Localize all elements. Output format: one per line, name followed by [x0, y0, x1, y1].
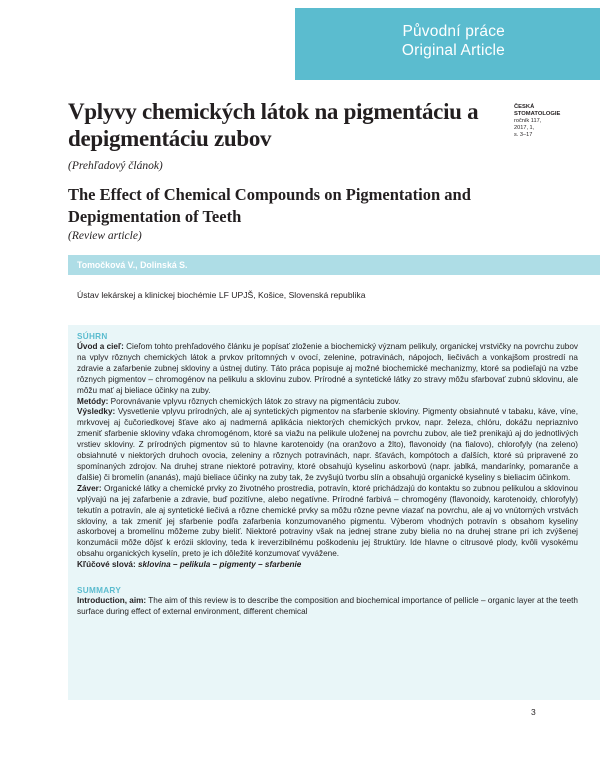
- intro-label-sk: Úvod a cieľ:: [77, 342, 124, 351]
- authors-bar: Tomočková V., Dolinská S.: [68, 255, 600, 275]
- abstract-keywords-sk: [77, 560, 578, 571]
- conclusion-text-sk: Organické látky a chemické prvky zo životného prostredia, potravín, ktoré prichádzajú do kontaktu so zubnou pelikulou a sklovinou vplývajú na jej zafarbenie a zdravie, buď pozitívne, alebo negatívne. Prírodné farbivá – chromogény (flavonoidy, karotenoidy, chlorofyly) tekutín a potravín, ale aj syntetické liečivá a rôzne chemické prvky sa môžu rôzne pevne viazať na povrchu, ale aj vo vnútorných vrstvách skloviny, a tak zmeniť jej sfarbenie podľa zafarbenia konzumovaného pigmentu. Výberom vhodných potravín s obsahom kyseliny askorbovej a bromelínu môžeme zuby bieliť. Niektoré potraviny však na jednej strane zuby bielia no na druhej strane pri ich zvýšenej konzumácii môže dôjsť k erózii skloviny, teda k ireverzibilnému poškodeniu jej štruktúry. Ide hlavne o citrusové plody, kvôli vysokému obsahu organických kyselín, preto je ich dôležité konzumovať vyvážene.: [77, 483, 578, 559]
- intro-text-sk: Cieľom tohto prehľadového článku je popísať zloženie a biochemický význam pelikuly, organickej vrstvičky na povrchu zubov na vplyv rôznych chemických látok a prvkov prítomných v ovocí, zelenine, potravinách, nápojoch, liečivách a vonkajšom prostredí na zdravie a zafarbenie zubnej skloviny a ústnej dutiny. Táto práca popisuje aj možné biochemické mechanizmy, ktoré sa podieľajú na vzbe rôznych pigmentov – chromogénov na pelikulu a sklovinu zubov. Prírodné a syntetické látky zo stravy môžu sfarbovať zubnú sklovinu, ale môžu mať aj bieliace účinky na zuby.: [77, 342, 578, 395]
- methods-label-sk: Metódy:: [77, 396, 109, 406]
- abstract-intro-en: [77, 596, 578, 618]
- keywords-text-sk: sklovina – pelikula – pigmenty – sfarbenie: [135, 560, 302, 570]
- results-label-sk: Výsledky:: [77, 407, 116, 417]
- abstract-box: [68, 325, 600, 700]
- keywords-label-sk: Kľúčové slová:: [77, 560, 136, 570]
- journal-info: [514, 104, 594, 139]
- abstract-heading-sk: SÚHRN: [77, 332, 108, 341]
- journal-volume: ročník 117,: [514, 118, 542, 124]
- methods-text-sk: Porovnávanie vplyvu rôznych chemických látok zo stravy na pigmentáciu zubov.: [108, 396, 401, 406]
- article-type-banner: [295, 8, 600, 80]
- page-number: 3: [531, 707, 536, 717]
- abstract-methods-sk: [77, 397, 578, 408]
- journal-name-line2: STOMATOLOGIE: [514, 111, 561, 117]
- journal-year: 2017, 1,: [514, 125, 535, 131]
- subtitle-english: (Review article): [68, 230, 142, 242]
- results-text-sk: Vysvetlenie vplyvu prírodných, ale aj syntetických pigmentov na sfarbenie skloviny. Pigmenty obsiahnuté v tabaku, káve, víne, mrkvovej aj čučoriedkovej šťave ako aj nadmerná aplikácia niektorých chemických prvkov, napr. železa, chlóru, dokážu nepriaznivo zmeniť sfarbenie skloviny vďaka chromogénom, ktoré sa viažu na pelikule uloženej na povrchu zubov, ale tiež prenikajú aj do jednotlivých vrstiev skloviny. Z prírodných pigmentov sú to hlavne karotenoidy (na oranžovo a žlto), flavonoidy (na fialovo), chlorofyly (na zeleno) obsiahnuté v niektorých druhoch ovocia, zeleniny a rôznych potravinách, napr. šťavách, kompótoch a ďalších, ktoré sú pripravené zo spomínaných zdrojov. Na druhej strane niektoré potraviny, ktoré obsahujú kyselinu askorbovú (napr. jablká, mandarínky, pomaranče a ďalšie) či bromelín (ananás), majú bieliace účinky na zuby tak, že zvyšujú tvorbu slín a obsahujú organické kyseliny s bieliacim účinkom.: [77, 407, 578, 482]
- affiliation: Ústav lekárskej a klinickej biochémie LF UPJŠ, Košice, Slovenská republika: [77, 290, 366, 300]
- intro-text-en: The aim of this review is to describe the composition and biochemical importance of pellicle – organic layer at the teeth surface during effect of external environment, different chemical: [77, 596, 578, 616]
- title-slovak: Vplyvy chemických látok na pigmentáciu a depigmentáciu zubov: [68, 99, 479, 151]
- article-type-cz: Původní práce: [402, 23, 505, 40]
- article-type-en: Original Article: [401, 42, 505, 59]
- title-english: The Effect of Chemical Compounds on Pigmentation and Depigmentation of Teeth: [68, 185, 471, 226]
- abstract-intro-sk: [77, 342, 578, 397]
- abstract-heading-en: SUMMARY: [77, 586, 122, 596]
- journal-name-line1: ČESKÁ: [514, 104, 535, 110]
- subtitle-slovak: (Prehľadový článok): [68, 160, 163, 172]
- conclusion-label-sk: Záver:: [77, 483, 102, 493]
- intro-label-en: Introduction, aim:: [77, 596, 147, 606]
- abstract-results-sk: [77, 407, 578, 483]
- journal-pages: s. 3–17: [514, 132, 533, 138]
- abstract-conclusion-sk: [77, 484, 578, 560]
